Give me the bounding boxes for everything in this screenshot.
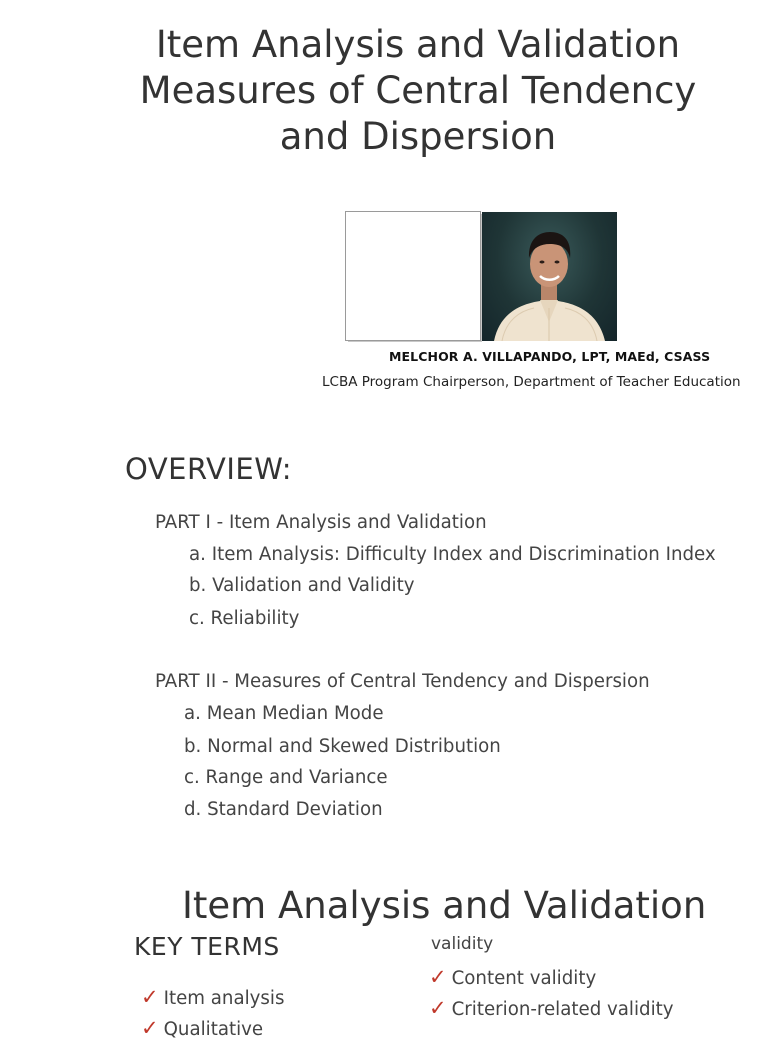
part2-item: c. Range and Variance bbox=[184, 767, 388, 788]
part1-item: b. Validation and Validity bbox=[189, 575, 415, 596]
presenter-photo-frame bbox=[345, 211, 617, 341]
validity-label: validity bbox=[431, 934, 494, 954]
part2-item: d. Standard Deviation bbox=[184, 799, 383, 820]
part1-item: a. Item Analysis: Difficulty Index and Discrimination Index bbox=[189, 544, 716, 565]
key-term-item bbox=[141, 1016, 263, 1040]
blank-photo-placeholder bbox=[345, 211, 481, 341]
section-title: Item Analysis and Validation bbox=[182, 884, 707, 927]
presenter-name: MELCHOR A. VILLAPANDO, LPT, MAEd, CSASS bbox=[389, 349, 711, 364]
checkmark-icon: ✓ bbox=[429, 965, 447, 989]
key-term-label: Content validity bbox=[451, 968, 597, 989]
part2-item: b. Normal and Skewed Distribution bbox=[184, 736, 501, 757]
document-title bbox=[0, 22, 768, 160]
part2-item: a. Mean Median Mode bbox=[184, 703, 384, 724]
overview-heading: OVERVIEW: bbox=[125, 452, 293, 486]
presenter-role: LCBA Program Chairperson, Department of Teacher Education bbox=[322, 374, 741, 390]
key-term-label: Criterion-related validity bbox=[451, 999, 674, 1020]
checkmark-icon: ✓ bbox=[141, 1016, 159, 1040]
key-terms-heading: KEY TERMS bbox=[134, 932, 280, 961]
checkmark-icon: ✓ bbox=[141, 985, 159, 1009]
key-term-label: Item analysis bbox=[163, 988, 285, 1009]
key-term-item bbox=[429, 965, 596, 989]
part1-item: c. Reliability bbox=[189, 608, 300, 629]
part1-title: PART I - Item Analysis and Validation bbox=[155, 512, 487, 533]
presenter-portrait bbox=[482, 212, 617, 341]
key-term-item bbox=[429, 996, 674, 1020]
key-term-item bbox=[141, 985, 284, 1009]
part2-title: PART II - Measures of Central Tendency and Dispersion bbox=[155, 671, 650, 692]
key-term-label: Qualitative bbox=[163, 1019, 264, 1040]
title-line-2: Measures of Central Tendency bbox=[139, 69, 697, 112]
checkmark-icon: ✓ bbox=[429, 996, 447, 1020]
title-line-3: and Dispersion bbox=[279, 115, 557, 158]
title-line-1: Item Analysis and Validation bbox=[155, 23, 681, 66]
